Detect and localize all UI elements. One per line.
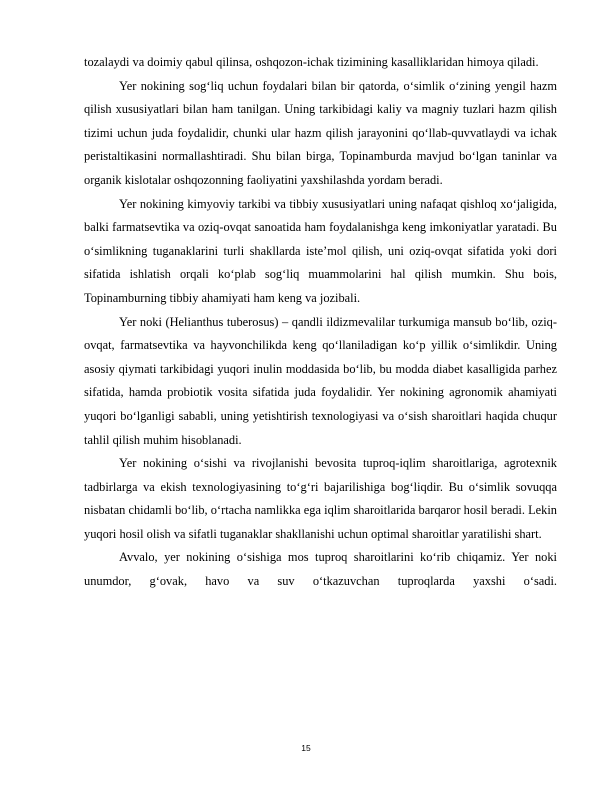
paragraph-1: tozalaydi va doimiy qabul qilinsa, oshqozon-ichak tizimining kasalliklaridan himoya qiladi. xyxy=(84,55,539,69)
paragraph-4: Yer noki (Helianthus tuberosus) – qandli ildizmevalilar turkumiga mansub bo‘lib, oziq-ovqat, farmatsevtika va hayvonchilikda keng qo‘llaniladigan ko‘p yillik o‘simlikdir. Uning asosiy qiymati tarkibidagi yuqori inulin moddasida bo‘lib, bu modda diabet kasalligida parhez sifatida, hamda probiotik vosita sifatida juda foydalidir. Yer nokining agronomik ahamiyati yuqori bo‘lganligi sababli, uning yetishtirish texnologiyasi va o‘sish sharoitlari haqida chuqur tahlil qilish muhim hisoblanadi. xyxy=(84,314,557,447)
page-number: 15 xyxy=(301,743,311,753)
document-body xyxy=(84,51,557,594)
paragraph-6: Avvalo, yer nokining o‘sishiga mos tuproq sharoitlarini ko‘rib chiqamiz. Yer noki unumdor, g‘ovak, havo va suv o‘tkazuvchan tuproqlarda yaxshi o‘sadi. xyxy=(84,550,557,589)
paragraph-3: Yer nokining kimyoviy tarkibi va tibbiy xususiyatlari uning nafaqat qishloq xo‘jaligida, balki farmatsevtika va oziq-ovqat sanoatida ham foydalanishga keng imkoniyatlar yaratadi. Bu o‘simlikning tuganaklarini turli shakllarda iste’mol qilish, uni oziq-ovqat sifatida yoki dori sifatida ishlatish orqali ko‘plab sog‘liq muammolarini hal qilish mumkin. Shu bois, Topinamburning tibbiy ahamiyati ham keng va jozibali. xyxy=(84,196,557,305)
paragraph-2: Yer nokining sog‘liq uchun foydalari bilan bir qatorda, o‘simlik o‘zining yengil hazm qilish xususiyatlari bilan ham tanilgan. Uning tarkibidagi kaliy va magniy tuzlari hazm qilish tizimi uchun juda foydalidir, chunki ular hazm qilish jarayonini qo‘llab-quvvatlaydi va ichak peristaltikasini normallashtiradi. Shu bilan birga, Topinamburda mavjud bo‘lgan taninlar va organik kislotalar oshqozonning faoliyatini yaxshilashda yordam beradi. xyxy=(84,78,557,187)
paragraph-5: Yer nokining o‘sishi va rivojlanishi bevosita tuproq-iqlim sharoitlariga, agrotexnik tadbirlarga va ekish texnologiyasining to‘g‘ri bajarilishiga bog‘liqdir. Bu o‘simlik sovuqqa nisbatan chidamli bo‘lib, o‘rtacha namlikka ega iqlim sharoitlarida barqaror hosil beradi. Lekin yuqori hosil olish va sifatli tuganaklar shakllanishi uchun optimal sharoitlar yaratilishi shart. xyxy=(84,456,557,541)
